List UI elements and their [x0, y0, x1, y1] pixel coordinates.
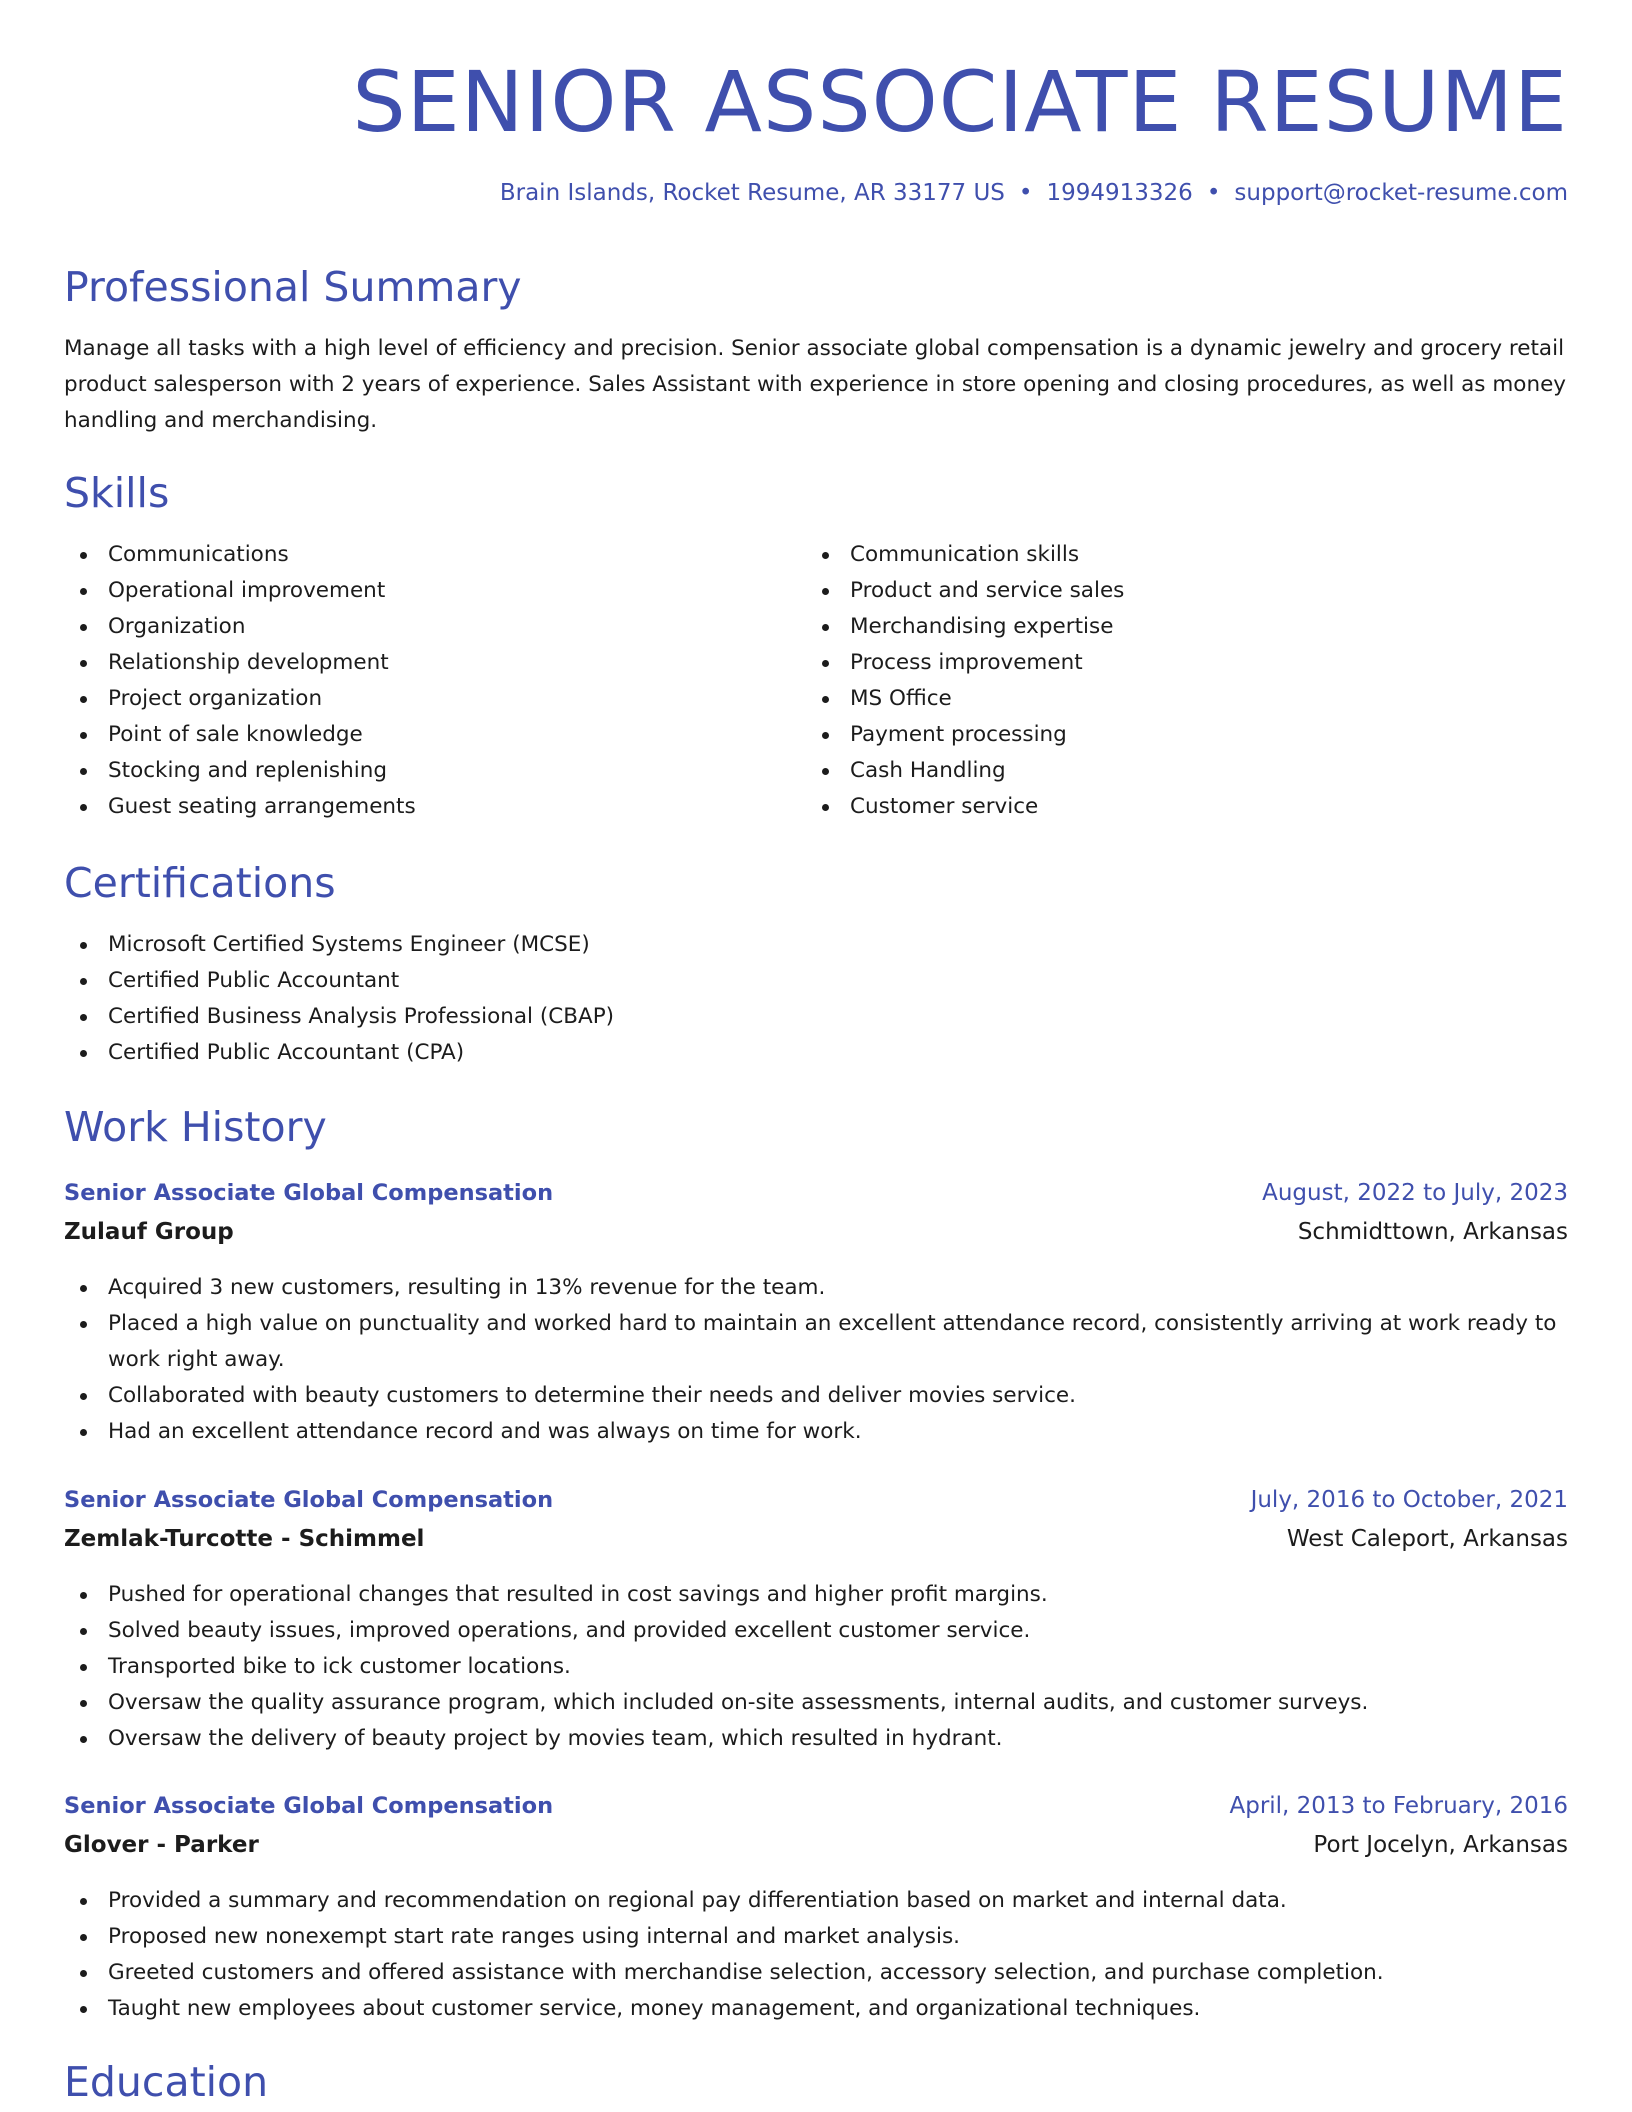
skills-heading: Skills [64, 469, 170, 517]
skills-list-right [806, 537, 1506, 825]
certification-item: Microsoft Certified Systems Engineer (MCSE) [64, 927, 1568, 963]
job-bullet: Pushed for operational changes that resulted in cost savings and higher profit margins. [64, 1577, 1568, 1613]
contact-line [500, 180, 1568, 206]
job-bullets [64, 1577, 1568, 1757]
skill-item: Cash Handling [806, 753, 1506, 789]
job-dates: August, 2022 to July, 2023 [1262, 1180, 1568, 1206]
job-bullet: Had an excellent attendance record and was always on time for work. [64, 1414, 1568, 1450]
job-bullet: Taught new employees about customer service, money management, and organizational techniques. [64, 1991, 1568, 2027]
skill-item: Organization [64, 609, 764, 645]
job-bullets [64, 1883, 1568, 2027]
job-bullet: Collaborated with beauty customers to determine their needs and deliver movies service. [64, 1378, 1568, 1414]
job-bullet: Transported bike to ick customer locations. [64, 1649, 1568, 1685]
job-title: Senior Associate Global Compensation [64, 1180, 554, 1206]
job-location: Port Jocelyn, Arkansas [1313, 1832, 1568, 1858]
certification-item: Certified Public Accountant [64, 963, 1568, 999]
certifications-list [64, 927, 1568, 1071]
job-bullet: Acquired 3 new customers, resulting in 13% revenue for the team. [64, 1270, 1568, 1306]
skill-item: Communications [64, 537, 764, 573]
job-bullets [64, 1270, 1568, 1450]
skills-list-left [64, 537, 764, 825]
skill-item: Operational improvement [64, 573, 764, 609]
job-bullet: Proposed new nonexempt start rate ranges using internal and market analysis. [64, 1919, 1568, 1955]
skill-item: Merchandising expertise [806, 609, 1506, 645]
contact-separator: • [1018, 180, 1033, 206]
job-title: Senior Associate Global Compensation [64, 1487, 554, 1513]
skill-item: Product and service sales [806, 573, 1506, 609]
job-location: West Caleport, Arkansas [1286, 1526, 1568, 1552]
skill-item: Customer service [806, 789, 1506, 825]
summary-text: Manage all tasks with a high level of efficiency and precision. Senior associate global compensation is a dynamic jewelry and grocery retail product salesperson with 2 years of experience. Sales Assistant with experience in store opening and closing procedures, as well as money handling and merchandising. [64, 336, 1567, 433]
job-bullet: Solved beauty issues, improved operations, and provided excellent customer service. [64, 1613, 1568, 1649]
job-bullet: Greeted customers and offered assistance with merchandise selection, accessory selection, and purchase completion. [64, 1955, 1568, 1991]
job-bullet: Placed a high value on punctuality and worked hard to maintain an excellent attendance record, consistently arriving at work ready to work right away. [64, 1306, 1568, 1378]
skill-item: Project organization [64, 681, 764, 717]
job-bullet: Oversaw the delivery of beauty project by movies team, which resulted in hydrant. [64, 1721, 1568, 1757]
work-history-heading: Work History [64, 1103, 327, 1151]
job-bullet: Provided a summary and recommendation on regional pay differentiation based on market and internal data. [64, 1883, 1568, 1919]
job-bullet: Oversaw the quality assurance program, which included on-site assessments, internal audits, and customer surveys. [64, 1685, 1568, 1721]
job-dates: April, 2013 to February, 2016 [1229, 1793, 1568, 1819]
job-company: Zemlak-Turcotte - Schimmel [64, 1526, 425, 1552]
certification-item: Certified Business Analysis Professional (CBAP) [64, 999, 1568, 1035]
skill-item: Stocking and replenishing [64, 753, 764, 789]
job-title: Senior Associate Global Compensation [64, 1793, 554, 1819]
job-company: Zulauf Group [64, 1219, 234, 1245]
certifications-heading: Certifications [64, 859, 336, 907]
skill-item: Communication skills [806, 537, 1506, 573]
skill-item: Relationship development [64, 645, 764, 681]
skill-item: Guest seating arrangements [64, 789, 764, 825]
contact-email[interactable]: support@rocket-resume.com [1234, 180, 1568, 206]
job-dates: July, 2016 to October, 2021 [1250, 1487, 1568, 1513]
skill-item: MS Office [806, 681, 1506, 717]
resume-title: SENIOR ASSOCIATE RESUME [352, 53, 1568, 151]
job-company: Glover - Parker [64, 1832, 259, 1858]
skill-item: Point of sale knowledge [64, 717, 764, 753]
contact-address: Brain Islands, Rocket Resume, AR 33177 US [499, 180, 1005, 206]
certification-item: Certified Public Accountant (CPA) [64, 1035, 1568, 1071]
education-heading: Education [64, 2058, 269, 2106]
contact-separator: • [1206, 180, 1221, 206]
job-location: Schmidttown, Arkansas [1297, 1219, 1568, 1245]
summary-heading: Professional Summary [64, 263, 522, 311]
skill-item: Process improvement [806, 645, 1506, 681]
contact-phone: 1994913326 [1046, 180, 1193, 206]
skill-item: Payment processing [806, 717, 1506, 753]
